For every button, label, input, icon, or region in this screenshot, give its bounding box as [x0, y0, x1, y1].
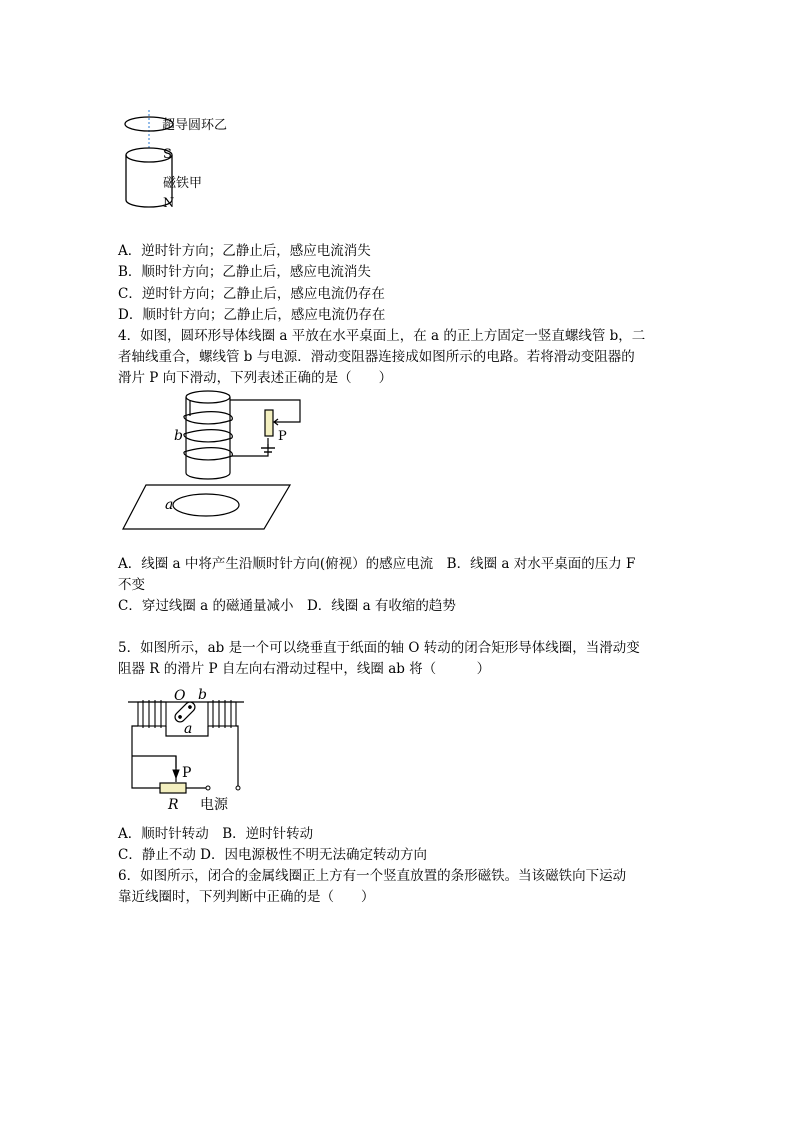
solenoid-bottom — [186, 473, 230, 479]
axis-o-label: O — [174, 688, 186, 704]
terminal-right — [236, 786, 240, 790]
magnet-label: 磁铁甲 — [163, 176, 203, 191]
left-coil — [138, 700, 166, 728]
solenoid-b-label: b — [174, 428, 183, 444]
q4-option-ab: A．线圈 a 中将产生沿顺时针方向(俯视）的感应电流 B．线圈 a 对水平桌面的压力 F — [118, 556, 636, 572]
q6-stem-line-1: 6．如图所示，闭合的金属线圈正上方有一个竖直放置的条形磁铁。当该磁铁向下运动 — [118, 868, 627, 884]
q4-stem-line-2: 者轴线重合，螺线管 b 与电源．滑动变阻器连接成如图所示的电路。若将滑动变阻器的 — [118, 349, 635, 365]
power-source-label: 电源 — [200, 797, 228, 813]
s-pole-label: S — [163, 147, 172, 162]
solenoid-top — [186, 391, 230, 403]
q3-option-c: C．逆时针方向；乙静止后，感应电流仍存在 — [118, 286, 385, 302]
rheostat — [265, 410, 273, 436]
coil-b-label: b — [198, 687, 207, 703]
solenoid-windings — [184, 400, 232, 460]
terminal-left — [206, 786, 210, 790]
figure-ring-magnet — [118, 110, 258, 215]
coil-a-label: a — [184, 721, 193, 737]
figure-solenoid-coil — [118, 388, 318, 533]
n-pole-label: N — [163, 196, 175, 211]
q4-option-cd: C．穿过线圈 a 的磁通量减小 D．线圈 a 有收缩的趋势 — [118, 598, 456, 614]
coil-a — [173, 494, 239, 516]
q4-option-b-cont: 不变 — [118, 577, 145, 593]
q4-stem-line-1: 4．如图，圆环形导体线圈 a 平放在水平桌面上，在 a 的正上方固定一竖直螺线管 b，二 — [118, 328, 646, 344]
slider-arrow — [274, 419, 284, 425]
ring-label: 超导圆环乙 — [162, 118, 228, 133]
q5-stem-line-2: 阻器 R 的滑片 P 自左向右滑动过程中，线圈 ab 将（ ） — [118, 661, 491, 677]
q5-option-cd: C．静止不动 D．因电源极性不明无法确定转动方向 — [118, 847, 427, 863]
q5-stem-line-1: 5．如图所示，ab 是一个可以绕垂直于纸面的轴 O 转动的闭合矩形导体线圈，当滑动变 — [118, 640, 640, 656]
figure-rotating-coil — [118, 686, 258, 814]
table-surface — [123, 485, 290, 529]
right-coil — [208, 700, 236, 728]
q5-option-ab: A．顺时针转动 B．逆时针转动 — [118, 826, 314, 842]
rheostat-r — [160, 783, 186, 793]
q3-option-d: D．顺时针方向；乙静止后，感应电流仍存在 — [118, 307, 386, 323]
q4-stem-line-3: 滑片 P 向下滑动，下列表述正确的是（ ） — [118, 370, 393, 386]
slider-p-label: P — [278, 429, 287, 444]
q3-option-a: A．逆时针方向；乙静止后，感应电流消失 — [118, 243, 371, 259]
q6-stem-line-2: 靠近线圈时，下列判断中正确的是（ ） — [118, 889, 375, 905]
slider-p-label: P — [182, 765, 192, 781]
coil-a-label: a — [165, 497, 174, 513]
rheostat-r-label: R — [168, 797, 179, 813]
q3-option-b: B．顺时针方向；乙静止后，感应电流消失 — [118, 264, 371, 280]
